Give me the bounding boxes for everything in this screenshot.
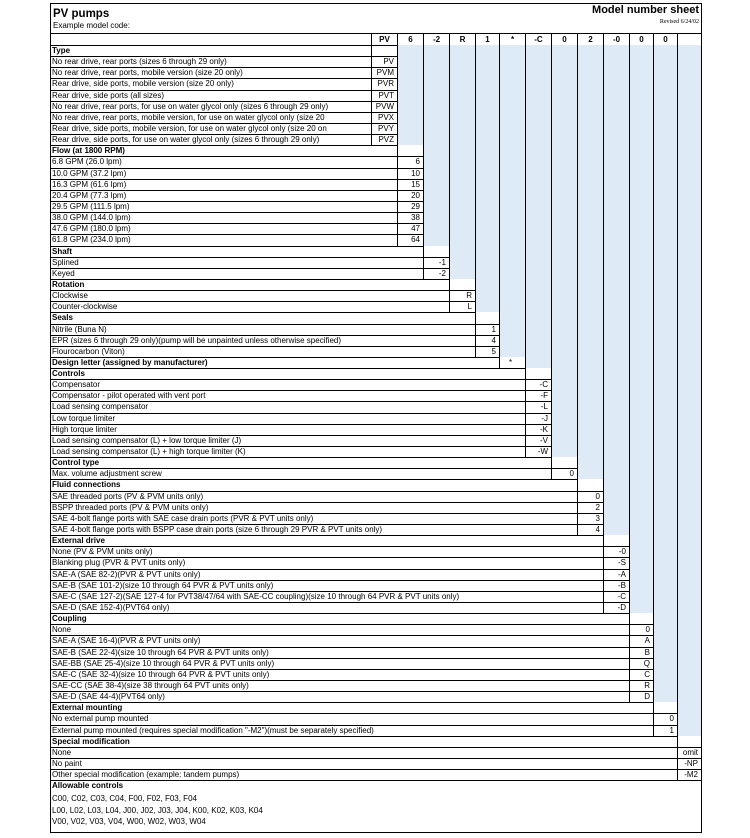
table-row: No rear drive, rear ports, mobile version, for use on water glycol only (size 20 — [52, 112, 325, 122]
table-row: Other special modification (example: tandem pumps) — [52, 770, 240, 780]
table-row: Load sensing compensator — [52, 402, 149, 412]
column-line — [577, 45, 578, 535]
code-segment-2: -2 — [423, 34, 449, 45]
row-code: PVY — [377, 123, 394, 133]
table-row: 10.0 GPM (37.2 lpm) — [52, 168, 127, 178]
column-line — [423, 45, 424, 279]
code-segment-1: 6 — [397, 34, 423, 45]
row-code: -D — [617, 603, 626, 612]
row-code: R — [466, 291, 472, 301]
column-shade — [678, 45, 701, 736]
row-code: PVT — [378, 90, 394, 100]
sheet-name: Model number sheet — [592, 4, 699, 16]
code-segment-7: 0 — [551, 34, 577, 45]
table-row: 16.3 GPM (61.6 lpm) — [52, 179, 127, 189]
table-row: No rear drive, rear ports, mobile version (size 20 only) — [52, 68, 243, 78]
table-row: Load sensing compensator (L) + high torque limiter (K) — [52, 447, 246, 457]
table-row: Low torque limiter — [52, 413, 116, 423]
row-code: 64 — [411, 235, 420, 245]
row-code: 15 — [411, 179, 420, 189]
column-line — [551, 45, 552, 479]
allowable-controls-line: L00, L02, L03, L04, J00, J02, J03, J04, K00, K02, K03, K04 — [52, 805, 263, 815]
row-code: L — [467, 302, 472, 312]
section-header: Flow (at 1800 RPM) — [52, 146, 125, 156]
row-code: 0 — [645, 625, 650, 635]
table-row: SAE-B (SAE 101-2)(size 10 through 64 PVR & PVT units only) — [52, 580, 274, 590]
column-line — [449, 45, 450, 312]
row-code: -NP — [684, 758, 698, 768]
column-shade — [578, 45, 603, 479]
row-code: 0 — [595, 491, 600, 501]
row-code: D — [644, 692, 650, 702]
column-line — [499, 45, 500, 368]
column-shade — [424, 45, 449, 246]
table-row: Flourocarbon (Viton) — [52, 346, 125, 356]
table-row: 20.4 GPM (77.3 lpm) — [52, 190, 127, 200]
table-row: 38.0 GPM (144.0 lpm) — [52, 213, 131, 223]
column-shade — [476, 45, 499, 312]
section-header: Special modification — [52, 736, 130, 746]
row-code: 1 — [669, 725, 674, 735]
row-code: -M2 — [684, 770, 698, 780]
table-row: Keyed — [52, 268, 75, 278]
row-code: -1 — [438, 257, 446, 267]
row-code: PVX — [377, 112, 394, 122]
table-row: None — [52, 747, 72, 757]
row-code: A — [644, 636, 650, 646]
row-code: PVZ — [378, 135, 394, 145]
table-row: No paint — [52, 758, 82, 768]
column-shade — [552, 45, 577, 457]
code-segment-9: -0 — [603, 34, 629, 45]
table-row: No rear drive, rear ports, for use on water glycol only (sizes 6 through 29 only) — [52, 101, 329, 111]
table-row: SAE-CC (SAE 38-4)(size 38 through 64 PVT units only) — [52, 680, 249, 690]
column-shade — [604, 45, 629, 535]
code-segment-5: * — [499, 34, 525, 45]
table-row: Compensator — [52, 380, 101, 390]
table-row: 29.5 GPM (111.5 lpm) — [52, 201, 130, 211]
table-row: Rear drive, side ports, mobile version (size 20 only) — [52, 79, 234, 89]
row-code: -V — [540, 435, 548, 445]
section-header: Fluid connections — [52, 480, 121, 490]
table-row: Max. volume adjustment screw — [52, 469, 162, 479]
section-header: External mounting — [52, 703, 123, 713]
table-row: Clockwise — [52, 291, 89, 301]
row-code: 2 — [595, 502, 600, 512]
column-shade — [630, 45, 653, 613]
table-row: Counter-clockwise — [52, 302, 118, 312]
table-row: Rear drive, side ports, for use on water glycol only (sizes 6 through 29 only) — [52, 135, 320, 145]
code-segment-3: R — [449, 34, 475, 45]
table-row: Splined — [52, 257, 79, 267]
row-code: -L — [540, 402, 548, 412]
table-row: SAE-C (SAE 127-2)(SAE 127-4 for PVT38/47/64 with SAE-CC coupling)(size 10 through 64 PVR & PVT units only) — [52, 591, 460, 601]
column-line — [677, 45, 678, 780]
table-row: SAE-BB (SAE 25-4)(size 10 through 64 PVR & PVT units only) — [52, 658, 275, 668]
row-code: PV — [383, 57, 394, 67]
table-row: High torque limiter — [52, 424, 117, 434]
row-code: -W — [537, 447, 548, 457]
column-line — [475, 45, 476, 357]
row-code: 4 — [595, 525, 600, 535]
row-code: 5 — [491, 346, 496, 356]
code-segment-11: 0 — [653, 34, 677, 45]
code-segment-6: -C — [525, 34, 551, 45]
example-model-code-label: Example model code: — [53, 21, 130, 30]
table-row: SAE-D (SAE 152-4)(PVT64 only) — [52, 603, 170, 612]
row-code: -B — [618, 580, 626, 590]
table-row: SAE-A (SAE 82-2)(PVR & PVT units only) — [52, 569, 201, 579]
column-shade — [398, 45, 423, 145]
allowable-controls-title: Allowable controls — [52, 781, 124, 791]
table-row: No external pump mounted — [52, 714, 149, 724]
row-code: -F — [540, 391, 548, 401]
row-code: 0 — [669, 714, 674, 724]
row-code: 0 — [569, 469, 574, 479]
section-header: Shaft — [52, 246, 72, 256]
table-row: None — [52, 625, 72, 635]
section-header: Rotation — [52, 279, 85, 289]
table-row: SAE-B (SAE 22-4)(size 10 through 64 PVR & PVT units only) — [52, 647, 269, 657]
row-code: PVW — [375, 101, 394, 111]
table-row: 6.8 GPM (26.0 lpm) — [52, 157, 122, 167]
allowable-controls-line: C00, C02, C03, C04, F00, F02, F03, F04 — [52, 794, 197, 804]
row-code: 29 — [411, 201, 420, 211]
table-row: BSPP threaded ports (PV & PVM units only) — [52, 502, 209, 512]
column-shade — [500, 45, 525, 357]
table-row: Blanking plug (PVR & PVT units only) — [52, 558, 186, 568]
allowable-controls-line: V00, V02, V03, V04, W00, W02, W03, W04 — [52, 816, 206, 826]
section-header: Controls — [52, 369, 85, 379]
table-row: SAE 4-bolt flange ports with SAE case drain ports (PVR & PVT units only) — [52, 513, 314, 523]
row-code: B — [644, 647, 650, 657]
row-code: 47 — [411, 224, 420, 234]
row-code: C — [644, 669, 650, 679]
row-code: -C — [539, 380, 548, 390]
row-code: 10 — [411, 168, 420, 178]
column-line — [603, 45, 604, 613]
row-code: PVM — [376, 68, 394, 78]
section-header: Design letter (assigned by manufacturer) — [52, 357, 208, 367]
table-row: SAE-C (SAE 32-4)(size 10 through 64 PVR & PVT units only) — [52, 669, 270, 679]
row-code: -0 — [618, 547, 626, 557]
row-code: -C — [617, 591, 626, 601]
section-code: * — [508, 357, 513, 367]
row-code: -2 — [438, 268, 446, 278]
page-title: PV pumps — [53, 8, 110, 20]
revised-date: Revised 6/24/02 — [659, 19, 699, 25]
column-shade — [526, 45, 551, 368]
table-row: No rear drive, rear ports (sizes 6 through 29 only) — [52, 57, 227, 67]
column-shade — [450, 45, 475, 279]
table-row: SAE threaded ports (PV & PVM units only) — [52, 491, 204, 501]
row-code: 4 — [491, 335, 496, 345]
row-code: -A — [618, 569, 626, 579]
row-code: 3 — [595, 513, 600, 523]
table-row: None (PV & PVM units only) — [52, 547, 153, 557]
row-code: R — [644, 680, 650, 690]
column-line — [397, 45, 398, 246]
column-shade — [654, 45, 677, 702]
row-code: -J — [541, 413, 548, 423]
section-header: Type — [52, 46, 71, 55]
row-code: 20 — [411, 190, 420, 200]
table-row: EPR (sizes 6 through 29 only)(pump will be unpainted unless otherwise specified) — [52, 335, 342, 345]
row-code: omit — [682, 747, 698, 757]
row-code: 1 — [491, 324, 496, 334]
row-code: -S — [618, 558, 626, 568]
section-header: External drive — [52, 536, 105, 546]
row-divider — [51, 780, 701, 781]
column-line — [371, 45, 372, 145]
table-row: 47.6 GPM (180.0 lpm) — [52, 224, 131, 234]
row-code: 38 — [411, 213, 420, 223]
table-row: External pump mounted (requires special modification "-M2")(must be separately specified) — [52, 725, 374, 735]
code-segment-0: PV — [371, 34, 397, 45]
row-code: PVR — [377, 79, 394, 89]
table-row: Rear drive, side ports, mobile version, for use on water glycol only (size 20 on — [52, 123, 327, 133]
column-line — [701, 45, 702, 780]
code-segment-10: 0 — [629, 34, 653, 45]
row-code: Q — [643, 658, 650, 668]
table-row: 61.8 GPM (234.0 lpm) — [52, 235, 131, 245]
code-segment-4: 1 — [475, 34, 499, 45]
table-row: Load sensing compensator (L) + low torque limiter (J) — [52, 435, 242, 445]
table-row: Nitrile (Buna N) — [52, 324, 107, 334]
column-line — [525, 45, 526, 457]
column-line — [629, 45, 630, 702]
model-number-sheet — [50, 3, 702, 833]
section-header: Seals — [52, 313, 73, 323]
table-row: SAE-A (SAE 16-4)(PVR & PVT units only) — [52, 636, 201, 646]
table-row: Rear drive, side ports (all sizes) — [52, 90, 165, 100]
table-row: Compensator - pilot operated with vent port — [52, 391, 206, 401]
column-line — [653, 45, 654, 736]
section-header: Coupling — [52, 614, 87, 624]
code-segment-12 — [677, 34, 701, 45]
row-code: -K — [540, 424, 548, 434]
row-code: 6 — [415, 157, 420, 167]
table-row: SAE-D (SAE 44-4)(PVT64 only) — [52, 692, 165, 702]
section-header: Control type — [52, 458, 100, 468]
code-segment-8: 2 — [577, 34, 603, 45]
table-row: SAE 4-bolt flange ports with BSPP case drain ports (size 6 through 29 PVR & PVT units only) — [52, 525, 383, 535]
